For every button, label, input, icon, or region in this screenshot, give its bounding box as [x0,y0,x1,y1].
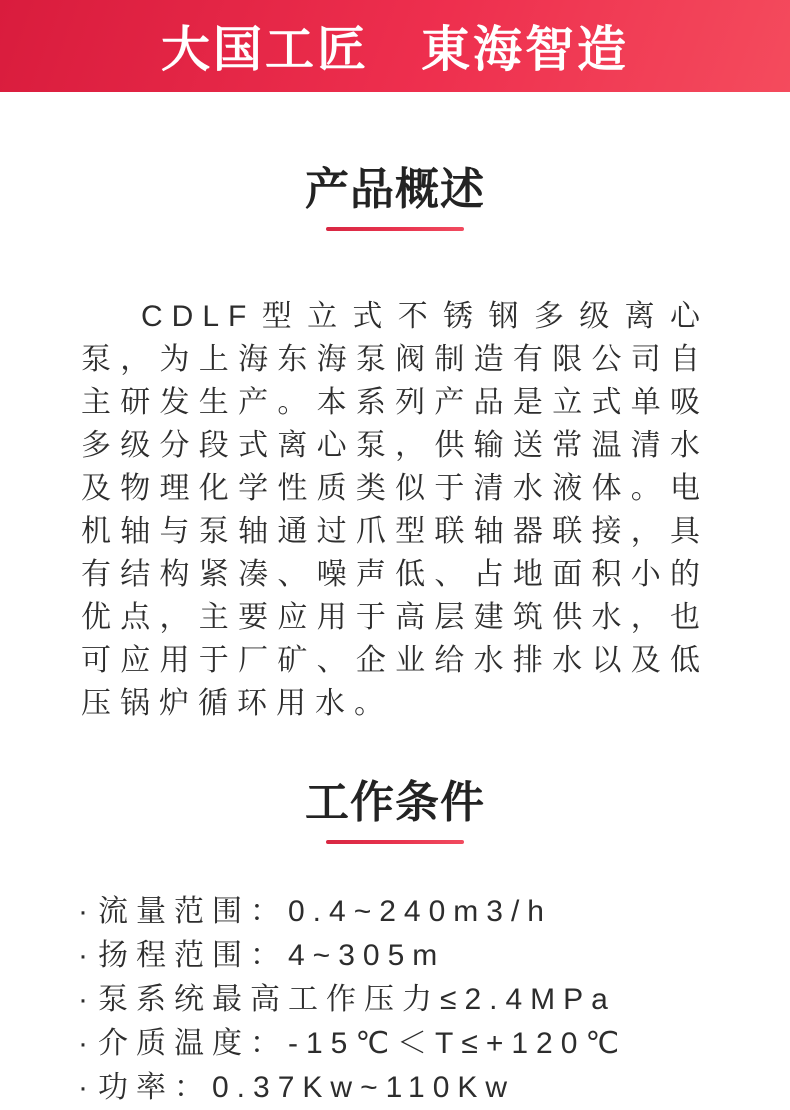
overview-section-title: 产品概述 [305,165,485,214]
overview-title-underline [326,227,464,231]
brand-banner [0,0,790,92]
spec-item-medium-temperature [78,1022,750,1066]
spec-item-max-pressure [78,978,750,1022]
spec-item-label: 介质温度：-15℃＜T≤+120℃ [98,1027,628,1060]
spec-item-label: 流量范围：0.4~240m3/h [98,895,552,928]
overview-paragraph: CDLF型立式不锈钢多级离心泵，为上海东海泵阀制造有限公司自主研发生产。本系列产品是立式单吸多级分段式离心泵，供输送常温清水及物理化学性质类似于清水液体。电机轴与泵轴通过爪型联轴器联接，具有结构紧凑、噪声低、占地面积小的优点，主要应用于高层建筑供水，也可应用于厂矿、企业给水排水以及低压锅炉循环用水。 [81,300,709,720]
bullet-dot-icon: · [78,895,96,928]
spec-item-flow-range [78,890,750,934]
bullet-dot-icon: · [78,939,96,972]
spec-item-label: 泵系统最高工作压力≤2.4MPa [98,983,616,1016]
bullet-dot-icon: · [78,1071,96,1104]
overview-section [0,165,790,725]
working-conditions-section [0,778,790,1110]
spec-item-head-range [78,934,750,978]
spec-list [0,890,790,1110]
conditions-section-title: 工作条件 [305,778,485,827]
spec-item-label: 扬程范围：4~305m [98,939,446,972]
conditions-title-underline [326,840,464,844]
spec-item-power-range [78,1066,750,1110]
bullet-dot-icon: · [78,983,96,1016]
spec-item-label: 功率：0.37Kw~110Kw [98,1071,516,1104]
bullet-dot-icon: · [78,1027,96,1060]
banner-title: 大国工匠 東海智造 [160,23,629,77]
